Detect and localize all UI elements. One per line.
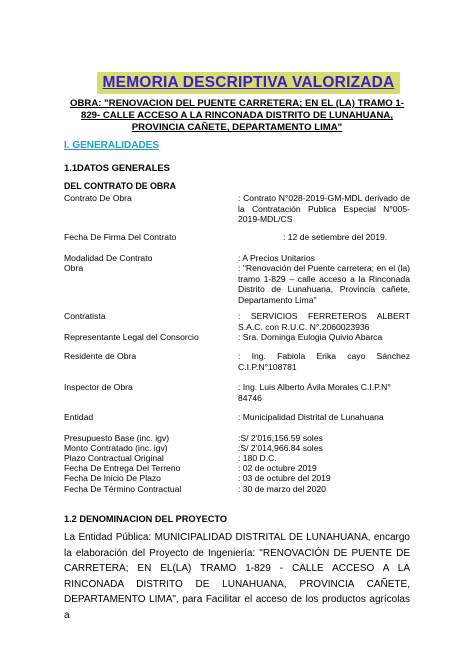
- representante-label: Representante Legal del Consorcio: [64, 332, 199, 342]
- inspector-label: Inspector de Obra: [64, 382, 133, 392]
- contratista-label: Contratista: [64, 311, 106, 321]
- presupuesto-label: Presupuesto Base (inc. igv): [64, 433, 170, 443]
- contrato-heading: DEL CONTRATO DE OBRA: [64, 181, 176, 191]
- denominacion-paragraph: La Entidad Pública: MUNICIPALIDAD DISTRITAL DE LUNAHUANA, encargo la elaboración del Proyecto de Ingeniería: "RENOVACIÓN DE PUENTE DE CARRETERA; EN EL(LA) TRAMO 1-829 - CALLE ACCESO A LA RINCONADA DISTRITO DE LUNAHUANA, PROVINCIA CAÑETE, DEPARTAMENTO LIMA", para Facilitar el acceso de los productos agrícolas a: [64, 532, 410, 621]
- contrato-value: : Contrato N°028-2019-GM-MDL derivado de la Contratación Publica Especial N°005-2019-MDL/CS: [238, 193, 410, 224]
- inspector-value: : Ing. Luis Alberto Ávila Morales C.I.P.N° 84746: [238, 382, 391, 403]
- plazo-label: Plazo Contractual Original: [64, 453, 164, 463]
- entidad-value: : Municipalidad Distrital de Lunahuana: [238, 412, 384, 422]
- residente-value: : Ing. Fabiola Erika cayo Sánchez C.I.P.N°108781: [238, 351, 410, 372]
- inicio-label: Fecha De Inicio De Plazo: [64, 473, 161, 483]
- monto-label: Monto Contratado (inc. igv): [64, 443, 168, 453]
- obra-label: Obra: [64, 263, 84, 273]
- section-denominacion: 1.2 DENOMINACION DEL PROYECTO: [64, 514, 228, 524]
- obra-value: : "Renovación del Puente carretera; en el (la) tramo 1-829 – calle acceso a la Rinconada Distrito de Lunahuana, Provincia cañete, Departamento Lima": [238, 263, 410, 305]
- plazo-value: : 180 D.C.: [238, 453, 277, 463]
- contrato-label: Contrato De Obra: [64, 193, 132, 203]
- representante-value: : Sra. Dominga Eulogia Quivio Abarca: [238, 332, 383, 342]
- termino-label: Fecha De Término Contractual: [64, 484, 182, 494]
- document-title: MEMORIA DESCRIPTIVA VALORIZADA: [102, 74, 395, 91]
- entrega-value: : 02 de octubre 2019: [238, 463, 317, 473]
- fecha-firma-label: Fecha De Firma Del Contrato: [64, 232, 177, 242]
- monto-value: :S/ 2'014,966.84 soles: [238, 443, 323, 453]
- modalidad-label: Modalidad De Contrato: [64, 253, 153, 263]
- termino-value: : 30 de marzo del 2020: [238, 484, 326, 494]
- entidad-label: Entidad: [64, 412, 94, 422]
- section-generalidades: I. GENERALIDADES: [64, 140, 160, 151]
- presupuesto-value: :S/ 2'016,156.59 soles: [238, 433, 323, 443]
- residente-label: Residente de Obra: [64, 351, 137, 361]
- inicio-value: : 03 de octubre del 2019: [238, 473, 331, 483]
- contratista-value: : SERVICIOS FERRETEROS ALBERT S.A.C. con R.U.C. N°.2060023936: [238, 311, 410, 332]
- entrega-label: Fecha De Entrega Del Terreno: [64, 463, 181, 473]
- fecha-firma-value: : 12 de setiembre del 2019.: [283, 232, 388, 242]
- modalidad-value: : A Precios Unitarios: [238, 253, 315, 263]
- datos-generales-heading: 1.1DATOS GENERALES: [64, 162, 170, 173]
- obra-heading: OBRA: "RENOVACION DEL PUENTE CARRETERA; EN EL (LA) TRAMO 1-829- CALLE ACCESO A LA RINCONADA DISTRITO DE LUNAHUANA, PROVINCIA CAÑETE, DEPARTAMENTO LIMA": [70, 98, 404, 133]
